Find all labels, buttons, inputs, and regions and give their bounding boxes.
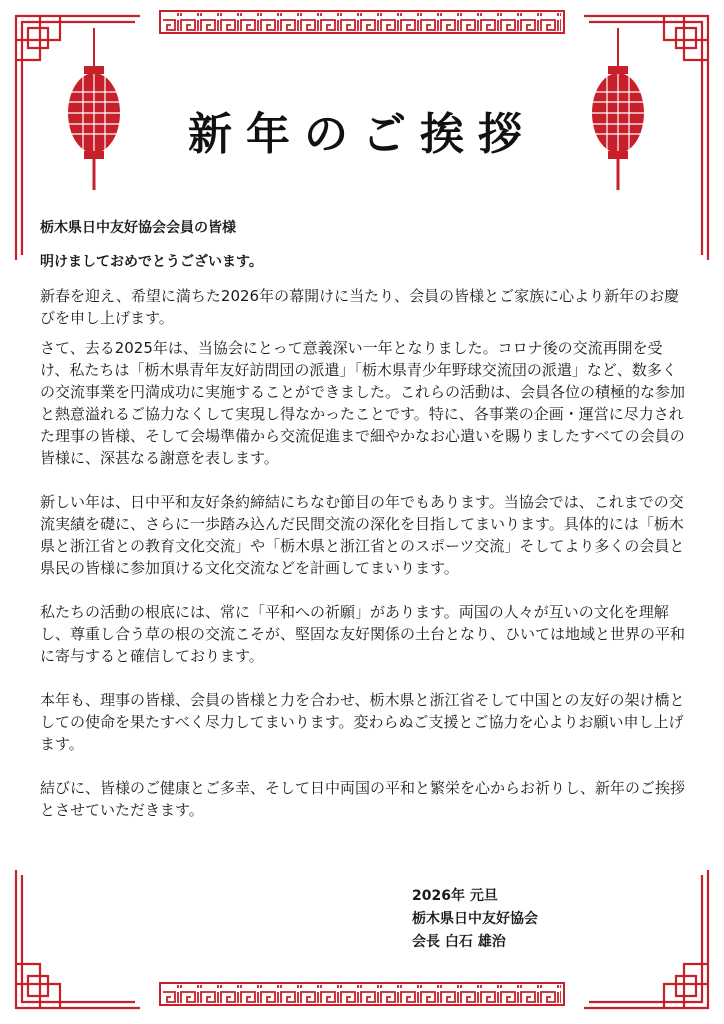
paragraph: さて、去る2025年は、当協会にとって意義深い一年となりました。コロナ後の交流再開を受け、私たちは「栃木県青年友好訪問団の派遣」「栃木県青少年野球交流団の派遣」など、数多くの交流事業を円満成功に実施することができました。これらの活動は、会員各位の積極的な参加と熱意溢れるご協力なくして実現し得なかったことです。特に、各事業の企画・運営に尽力された理事の皆様、そして会場準備から交流促進まで細やかなお心遣いを賜りましたすべての会員の皆様に、深甚なる謝意を表します。 xyxy=(40,339,686,467)
salutation: 栃木県日中友好協会会員の皆様 xyxy=(40,220,236,236)
paragraph: 新春を迎え、希望に満ちた2026年の幕開けに当たり、会員の皆様とご家族に心より新年のお慶びを申し上げます。 xyxy=(40,287,680,327)
signature-block xyxy=(412,885,538,954)
letter-body xyxy=(40,285,690,821)
paragraph: 私たちの活動の根底には、常に「平和への祈願」があります。両国の人々が互いの文化を理解し、尊重し合う草の根の交流こそが、堅固な友好関係の土台となり、ひいては地域と世界の平和に寄与すると確信しております。 xyxy=(40,603,686,665)
greeting: 明けましておめでとうございます。 xyxy=(40,254,263,270)
bottom-key-border xyxy=(160,983,564,1005)
signature-organization: 栃木県日中友好協会 xyxy=(412,911,538,927)
page-title: 新年のご挨拶 xyxy=(188,109,536,160)
paragraph: 新しい年は、日中平和友好条約締結にちなむ節目の年でもあります。当協会では、これまでの交流実績を礎に、さらに一歩踏み込んだ民間交流の深化を目指してまいります。具体的には「栃木県と浙江省との教育文化交流」や「栃木県と浙江省とのスポーツ交流」そしてより多くの会員と県民の皆様に参加頂ける文化交流などを計画してまいります。 xyxy=(40,493,685,577)
paragraph: 本年も、理事の皆様、会員の皆様と力を合わせ、栃木県と浙江省そして中国との友好の架け橋としての使命を果たすべく尽力してまいります。変わらぬご支援とご協力を心よりお願い申し上げます。 xyxy=(40,691,685,753)
signature-signer: 会長 白石 雄治 xyxy=(412,934,506,950)
signature-date: 2026年 元旦 xyxy=(412,888,498,904)
paragraph: 結びに、皆様のご健康とご多幸、そして日中両国の平和と繁栄を心からお祈りし、新年のご挨拶とさせていただきます。 xyxy=(40,779,686,819)
top-key-border xyxy=(160,11,564,33)
